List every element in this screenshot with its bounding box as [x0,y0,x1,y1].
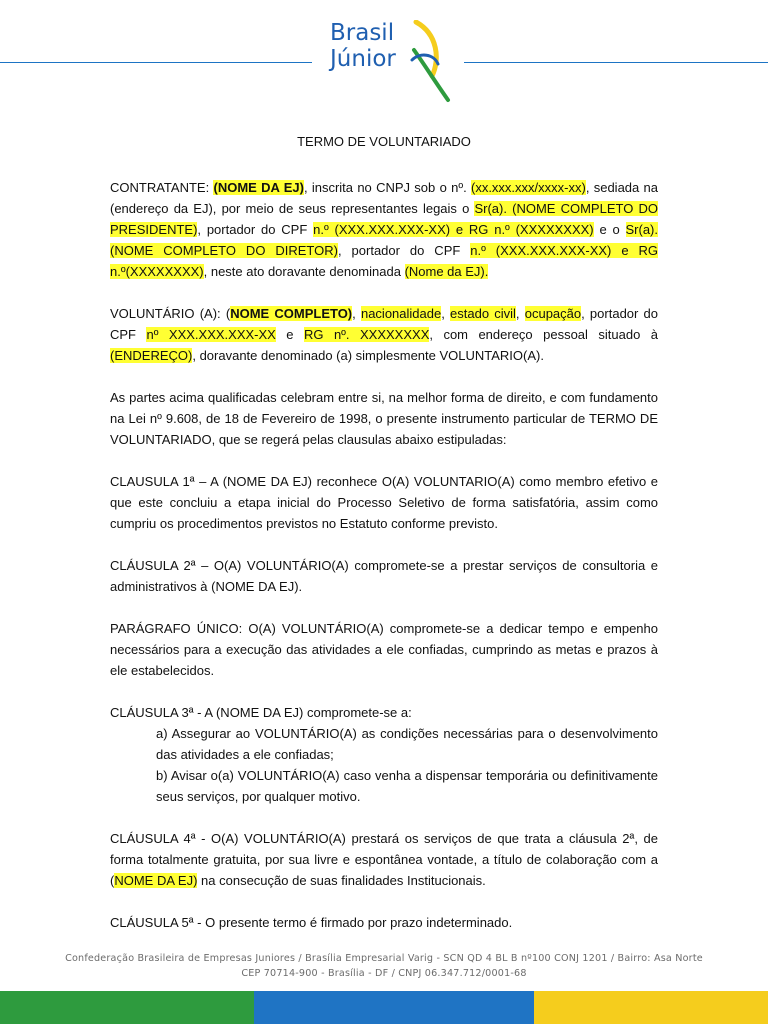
voluntario-paragraph: VOLUNTÁRIO (A): (NOME COMPLETO), nacionalidade, estado civil, ocupação, portador do CPF nº XXX.XXX.XXX-XX e RG nº. XXXXXXXX, com endereço pessoal situado à (ENDEREÇO), doravante denominado (a) simplesmente VOLUNTARIO(A). [110,306,659,363]
clausula-3 [110,702,658,807]
header-rule-right [464,62,768,63]
footer-cep: CEP 70714-900 - Brasília - DF / CNPJ 06.347.712/0001-68 [241,968,527,979]
footer-bar-yellow [534,991,768,1024]
footer-bar-green [0,991,254,1024]
clausula-4: CLÁUSULA 4ª - O(A) VOLUNTÁRIO(A) prestará os serviços de que trata a cláusula 2ª, de forma totalmente gratuita, por sua livre e espontânea vontade, a título de colaboração com a (NOME DA EJ) na consecução de suas finalidades Institucionais. [110,831,658,888]
contratante-paragraph: CONTRATANTE: (NOME DA EJ), inscrita no CNPJ sob o nº. (xx.xxx.xxx/xxxx-xx), sediada na (endereço da EJ), por meio de seus representantes legais o Sr(a). (NOME COMPLETO DO PRESIDENTE), portador do CPF n.º (XXX.XXX.XXX-XX) e RG n.º (XXXXXXXX) e o Sr(a). (NOME COMPLETO DO DIRETOR), portador do CPF n.º (XXX.XXX.XXX-XX) e RG n.º(XXXXXXXX), neste ato doravante denominada (Nome da EJ). [110,180,659,279]
swoosh-icon [410,20,454,104]
paragrafo-unico: PARÁGRAFO ÚNICO: O(A) VOLUNTÁRIO(A) compromete-se a dedicar tempo e empenho necessários para a execução das atividades a ele confiadas, cumprindo as metas e prazos à ele estabelecidos. [110,621,658,678]
clausula-2: CLÁUSULA 2ª – O(A) VOLUNTÁRIO(A) compromete-se a prestar serviços de consultoria e administrativos à (NOME DA EJ). [110,558,658,594]
document-title: TERMO DE VOLUNTARIADO [297,134,471,149]
header-rule-left [0,62,312,63]
document-body [110,131,658,954]
clausula-3-item-b: b) Avisar o(a) VOLUNTÁRIO(A) caso venha a dispensar temporária ou definitivamente seus serviços, por qualquer motivo. [156,768,658,804]
brasil-junior-logo [318,20,458,104]
clausula-5: CLÁUSULA 5ª - O presente termo é firmado por prazo indeterminado. [110,915,513,930]
logo-wordmark: Brasil Júnior [330,20,396,72]
clausula-1: CLAUSULA 1ª – A (NOME DA EJ) reconhece O(A) VOLUNTARIO(A) como membro efetivo e que este concluiu a etapa inicial do Processo Seletivo de forma satisfatória, assim como cumpriu os procedimentos previstos no Estatuto conforme previsto. [110,474,658,531]
partes-paragraph: As partes acima qualificadas celebram entre si, na melhor forma de direito, e com fundamento na Lei nº 9.608, de 18 de Fevereiro de 1998, o presente instrumento particular de TERMO DE VOLUNTARIADO, que se regerá pelas clausulas abaixo estipuladas: [110,390,658,447]
clausula-3-intro: CLÁUSULA 3ª - A (NOME DA EJ) compromete-se a: [110,705,412,720]
clausula-3-item-a: a) Assegurar ao VOLUNTÁRIO(A) as condições necessárias para o desenvolvimento das atividades a ele confiadas; [156,726,658,762]
footer-address: Confederação Brasileira de Empresas Juniores / Brasília Empresarial Varig - SCN QD 4 BL B nº100 CONJ 1201 / Bairro: Asa Norte [65,953,703,964]
footer-bar-blue [254,991,534,1024]
